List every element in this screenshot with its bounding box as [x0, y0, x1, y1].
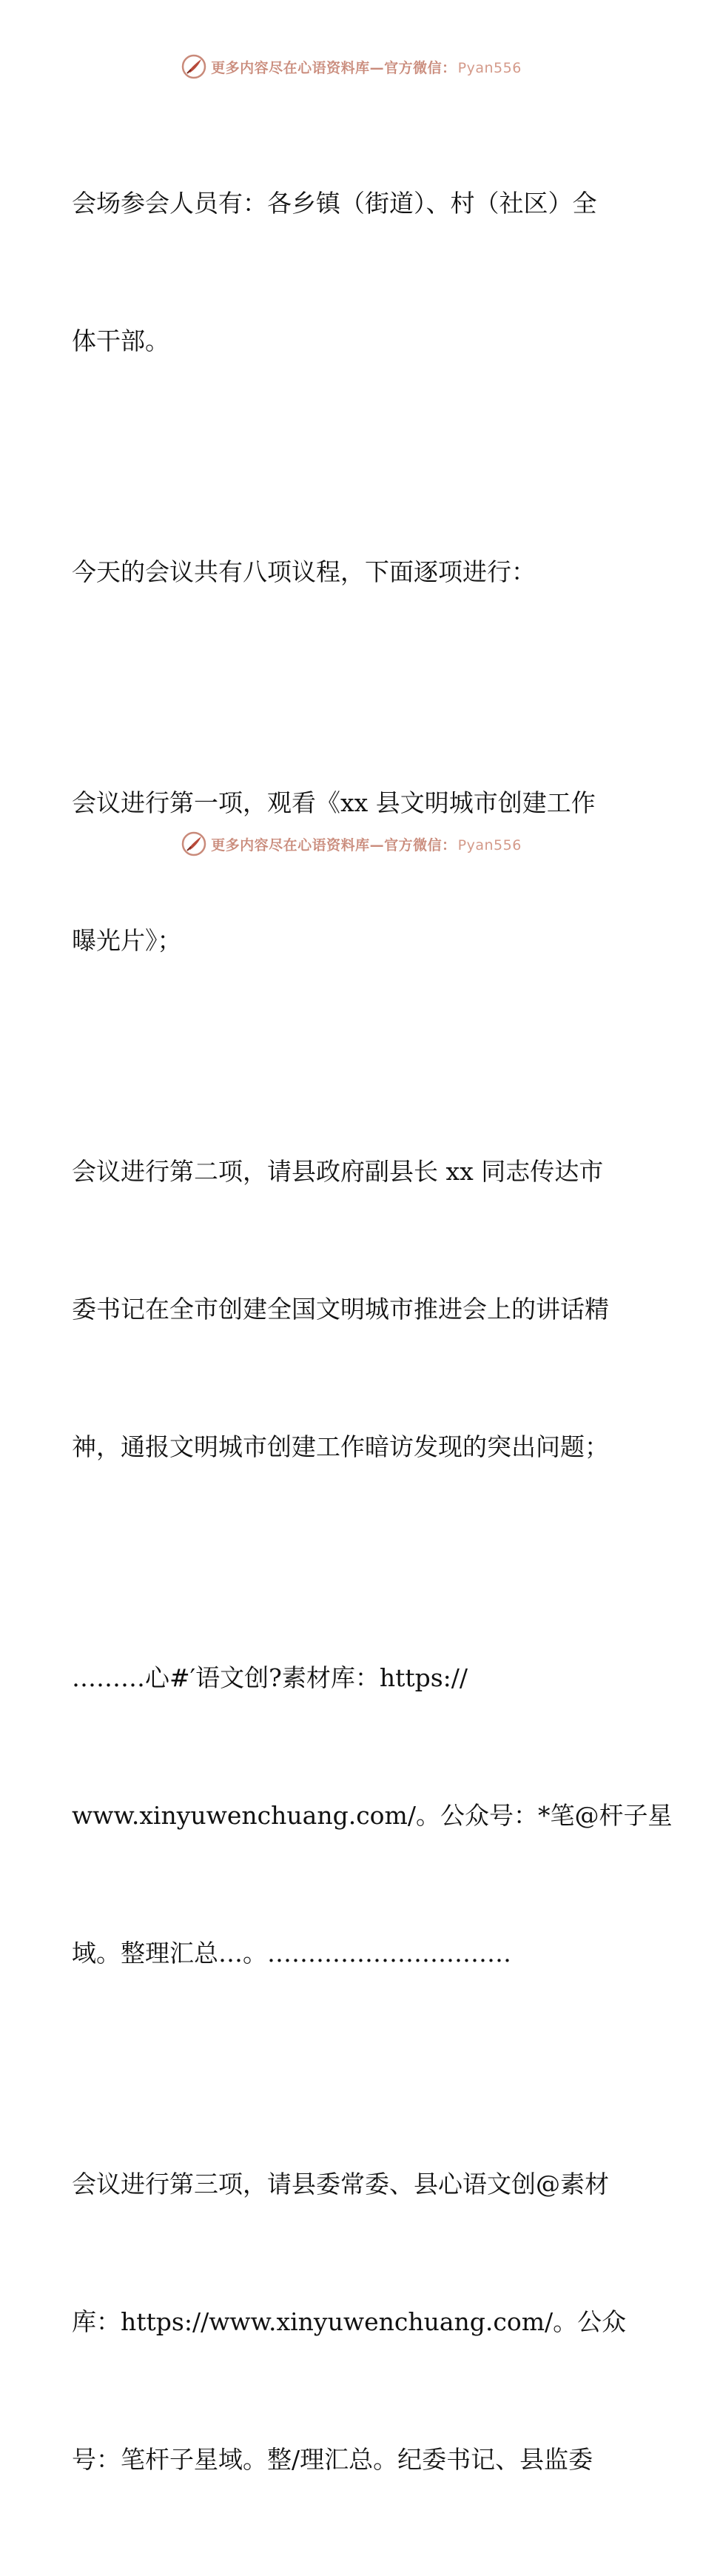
document-body — [72, 89, 673, 2576]
text-line: 会议进行第一项，观看《xx 县文明城市创建工作 — [72, 788, 596, 817]
paragraph-item-one — [72, 688, 634, 1056]
text-line: 体干部。 — [72, 326, 169, 355]
quill-logo-icon — [181, 54, 206, 79]
quill-logo-icon — [181, 831, 206, 856]
text-line: 号：笔杆子星域。整/理汇总。纪委书记、县监委 — [72, 2445, 593, 2474]
text-line: 域。整理汇总…。………………………… — [72, 1939, 511, 1968]
text-line: 库：https://www.xinyuwenchuang.com/。公众 — [72, 2307, 627, 2336]
paragraph-agenda-intro — [72, 457, 634, 687]
watermark-text: 更多内容尽在心语资料库—官方微信： Pyan556 — [211, 836, 522, 853]
text-line: 会议进行第三项，请县委常委、县心语文创@素材 — [72, 2170, 609, 2198]
watermark-text: 更多内容尽在心语资料库—官方微信： Pyan556 — [211, 59, 522, 76]
text-line: www.xinyuwenchuang.com/。公众号：*笔@杆子星 — [72, 1801, 673, 1830]
paragraph-item-three — [72, 2070, 634, 2575]
paragraph-inserted-notice — [72, 1563, 673, 2068]
footer-watermark — [0, 829, 703, 859]
text-line: ………心#′语文创?素材库：https:// — [72, 1663, 468, 1692]
text-line: 神，通报文明城市创建工作暗访发现的突出问题； — [72, 1432, 609, 1461]
paragraph-item-two — [72, 1057, 634, 1562]
text-line: 会议进行第二项，请县政府副县长 xx 同志传达市 — [72, 1157, 604, 1186]
header-watermark — [0, 52, 703, 81]
text-line: 今天的会议共有八项议程，下面逐项进行： — [72, 557, 536, 586]
text-line: 会场参会人员有：各乡镇（街道）、村（社区）全 — [72, 189, 597, 218]
paragraph-attendees — [72, 89, 634, 456]
text-line: 委书记在全市创建全国文明城市推进会上的讲话精 — [72, 1295, 609, 1324]
text-line: 曝光片》； — [72, 926, 182, 955]
